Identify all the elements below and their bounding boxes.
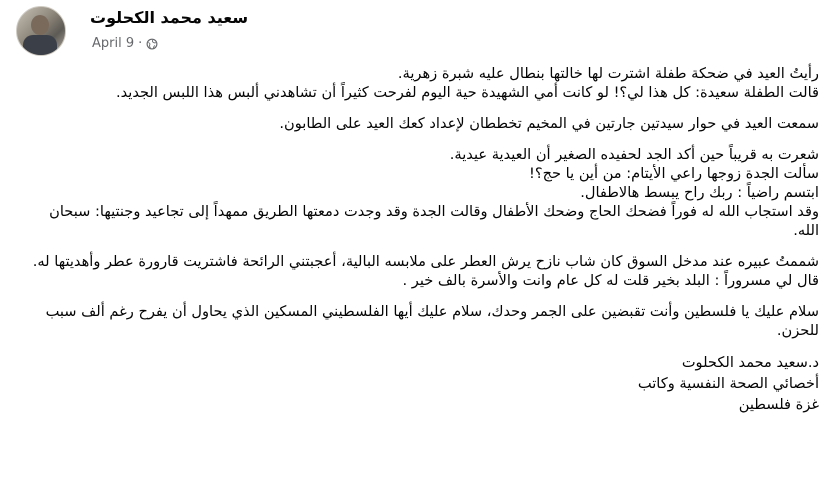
signature-name: د.سعيد محمد الكحلوت bbox=[681, 354, 819, 371]
signature-location: غزة فلسطين bbox=[738, 396, 819, 413]
author-name[interactable]: سعيد محمد الكحلوت bbox=[90, 8, 249, 27]
signature bbox=[30, 352, 819, 415]
paragraph-3 bbox=[30, 145, 819, 240]
paragraph-5 bbox=[30, 302, 819, 340]
paragraph-line: شممتُ عبيره عند مدخل السوق كان شاب نازح يرش العطر على ملابسه البالية، أعجبتني الرائحة فاشتريت قارورة عطر وأهديتها له. قال لي مسروراً : البلد بخير قلت له كل عام وانت والأسرة بالف خير . bbox=[32, 253, 819, 289]
paragraph-2 bbox=[30, 114, 819, 133]
paragraph-line: ابتسم راضياً : ربك راح يبسط هالاطفال. bbox=[580, 184, 819, 201]
paragraph-line: سألت الجدة زوجها راعي الأيتام: من أين يا حج؟! bbox=[529, 165, 819, 182]
paragraph-line: سلام عليك يا فلسطين وأنت تقبضين على الجمر وحدك، سلام عليك أيها الفلسطيني المسكين الذي يحاول أن يفرح رغم ألف سبب للحزن. bbox=[45, 303, 819, 339]
avatar-body-shape bbox=[23, 35, 57, 56]
paragraph-line: قالت الطفلة سعيدة: كل هذا لي؟! لو كانت أمي الشهيدة حية اليوم لفرحت كثيراً أن تشاهدني ألبس هذا اللبس الجديد. bbox=[115, 84, 819, 101]
paragraph-line: سمعت العيد في حوار سيدتين جارتين في المخيم تخططان لإعداد كعك العيد على الطابون. bbox=[279, 115, 819, 132]
post-body bbox=[30, 64, 819, 415]
paragraph-line: وقد استجاب الله له فوراً فضحك الحاج وضحك الأطفال وقالت الجدة وقد وجدت دمعتها الطريق ممهداً إلى تجاعيد وجنتيها: سبحان الله. bbox=[49, 203, 819, 239]
globe-icon[interactable] bbox=[146, 38, 158, 50]
avatar-head-shape bbox=[31, 15, 49, 35]
paragraph-line: رأيتُ العيد في ضحكة طفلة اشترت لها خالتها بنطال عليه شبرة زهرية. bbox=[397, 65, 819, 82]
post-date[interactable]: April 9 bbox=[92, 36, 135, 51]
paragraph-1 bbox=[30, 64, 819, 102]
paragraph-4 bbox=[30, 252, 819, 290]
author-avatar[interactable] bbox=[16, 6, 66, 56]
post-meta bbox=[92, 36, 158, 51]
meta-separator: · bbox=[138, 36, 143, 51]
post-header bbox=[16, 6, 819, 56]
paragraph-line: شعرت به قريباً حين أكد الجد لحفيده الصغير أن العيدية عيدية. bbox=[449, 146, 819, 163]
signature-title: أخصائي الصحة النفسية وكاتب bbox=[637, 375, 819, 392]
